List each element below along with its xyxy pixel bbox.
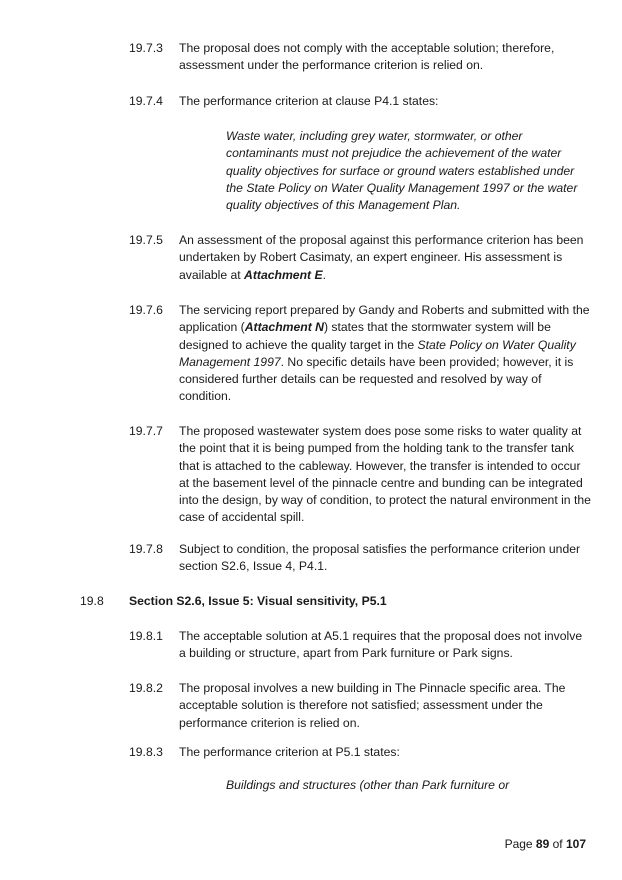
paragraph-number: 19.7.5 bbox=[129, 233, 163, 247]
paragraph-number: 19.8.1 bbox=[129, 629, 163, 643]
paragraph-text: The servicing report prepared by Gandy and Roberts and submitted with the application (Attachment N) states that the stormwater system will be designed to achieve the quality target in the State Policy on Water Quality Management 1997. No specific details have been provided; however, it is considered further details can be requested and resolved by way of condition. bbox=[179, 303, 590, 404]
current-page-number: 89 bbox=[535, 837, 550, 851]
paragraph-19-8-1 bbox=[129, 628, 591, 663]
attachment-n-ref: Attachment N bbox=[244, 320, 324, 335]
section-number: 19.8 bbox=[80, 594, 104, 608]
paragraph-number: 19.7.7 bbox=[129, 424, 163, 438]
quoted-criterion-p4-1: Waste water, including grey water, stormwater, or other contaminants must not prejudice the achievement of the water quality objectives for surface or ground waters established under the State Policy on Water Quality Management 1997 or the water quality objectives of this Management Plan. bbox=[226, 129, 578, 213]
section-title: Section S2.6, Issue 5: Visual sensitivity, P5.1 bbox=[129, 594, 387, 608]
paragraph-19-7-4 bbox=[129, 93, 591, 110]
paragraph-19-8-3 bbox=[129, 744, 591, 761]
paragraph-number: 19.7.3 bbox=[129, 41, 163, 55]
paragraph-19-7-3 bbox=[129, 40, 591, 75]
page-footer: Page 89 of 107 bbox=[504, 837, 586, 851]
paragraph-number: 19.8.3 bbox=[129, 745, 163, 759]
paragraph-number: 19.7.4 bbox=[129, 94, 163, 108]
total-page-count: 107 bbox=[565, 837, 586, 851]
paragraph-19-8-2 bbox=[129, 680, 591, 732]
paragraph-number: 19.7.8 bbox=[129, 542, 163, 556]
policy-title: State Policy on Water Quality Management 1997 bbox=[179, 337, 576, 369]
paragraph-text: The proposed wastewater system does pose some risks to water quality at the point that it is being pumped from the holding tank to the transfer tank that is attached to the cableway. However, the transfer is intended to occur at the basement level of the pinnacle centre and bunding can be integrated into the design, by way of condition, to protect the natural environment in the case of accidental spill. bbox=[179, 424, 591, 525]
paragraph-text: The performance criterion at P5.1 states: bbox=[179, 745, 400, 759]
quoted-criterion-p5-1: Buildings and structures (other than Park furniture or bbox=[226, 778, 510, 792]
paragraph-19-7-5 bbox=[129, 232, 591, 284]
paragraph-19-7-7 bbox=[129, 423, 591, 527]
section-heading-19-8 bbox=[80, 593, 590, 610]
paragraph-text: An assessment of the proposal against this performance criterion has been undertaken by Robert Casimaty, an expert engineer. His assessment is available at Attachment E. bbox=[179, 233, 584, 282]
paragraph-number: 19.8.2 bbox=[129, 681, 163, 695]
paragraph-text: The proposal involves a new building in The Pinnacle specific area. The acceptable solution is therefore not satisfied; assessment under the performance criterion is relied on. bbox=[179, 681, 566, 730]
paragraph-text: The acceptable solution at A5.1 requires that the proposal does not involve a building or structure, apart from Park furniture or Park signs. bbox=[179, 629, 583, 661]
paragraph-19-7-8 bbox=[129, 541, 591, 576]
paragraph-number: 19.7.6 bbox=[129, 303, 163, 317]
paragraph-text: The performance criterion at clause P4.1 states: bbox=[179, 94, 439, 108]
paragraph-text: The proposal does not comply with the acceptable solution; therefore, assessment under the performance criterion is relied on. bbox=[179, 41, 555, 73]
attachment-e-ref: Attachment E bbox=[244, 267, 323, 282]
paragraph-19-7-6 bbox=[129, 302, 591, 406]
paragraph-text: Subject to condition, the proposal satisfies the performance criterion under section S2.6, Issue 4, P4.1. bbox=[179, 542, 581, 574]
